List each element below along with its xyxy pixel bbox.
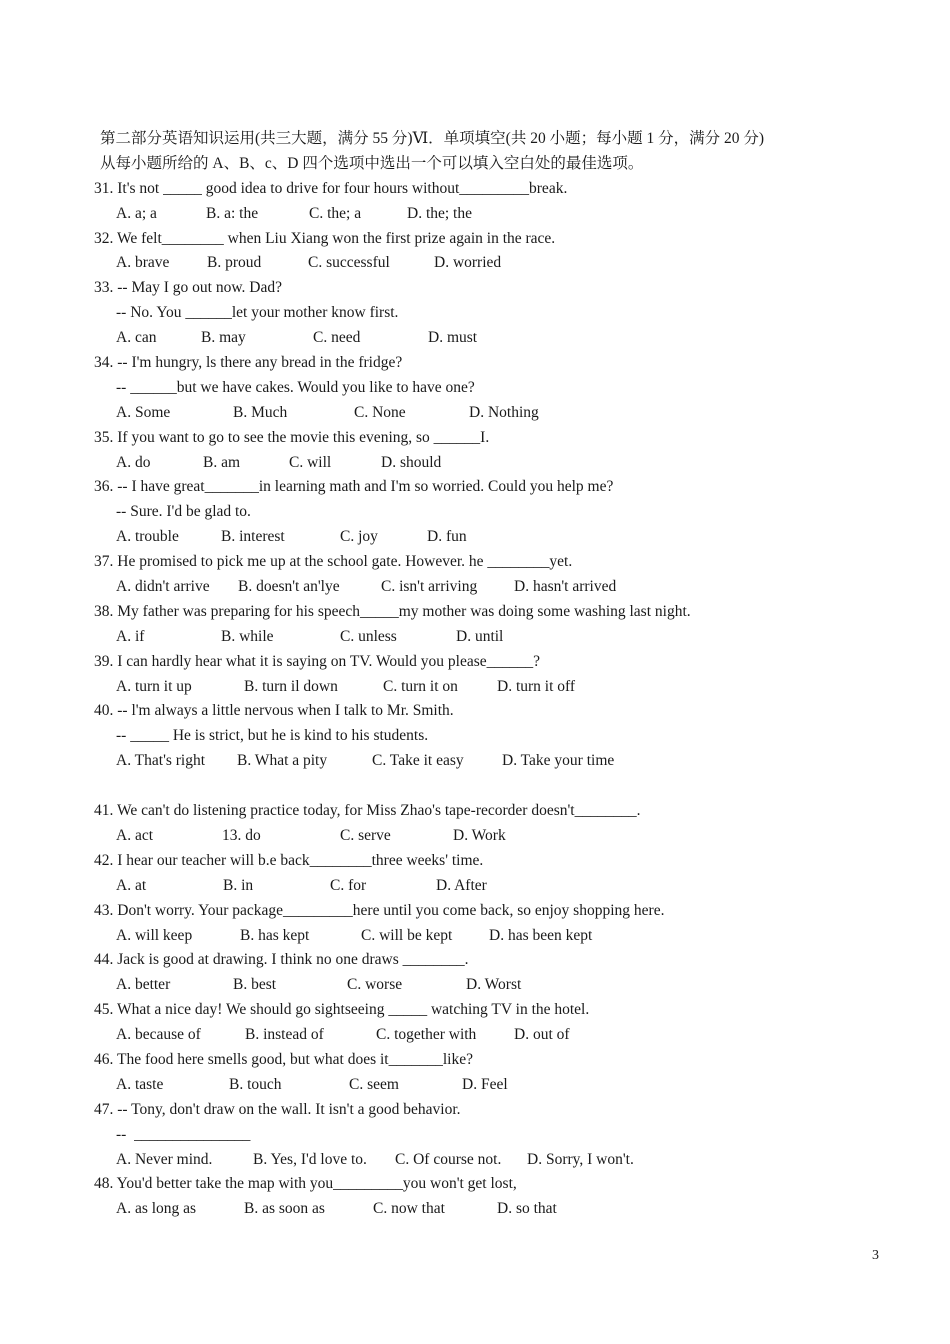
- answer-option[interactable]: B. instead of: [245, 1026, 324, 1044]
- answer-option[interactable]: A. do: [116, 453, 151, 471]
- question-item: [94, 650, 874, 700]
- answer-option[interactable]: C. Take it easy: [372, 752, 464, 770]
- answer-option[interactable]: D. Take your time: [502, 752, 615, 770]
- answer-option[interactable]: A. a; a: [116, 204, 157, 222]
- answer-option[interactable]: A. Some: [116, 403, 171, 421]
- answer-option[interactable]: A. if: [116, 627, 145, 645]
- answer-option[interactable]: C. successful: [308, 254, 390, 272]
- answer-option[interactable]: D. worried: [434, 254, 502, 272]
- section-gap: [94, 774, 874, 799]
- question-stem: 38. My father was preparing for his speech_____my mother was doing some washing last night.: [94, 602, 691, 620]
- section-heading: 第二部分英语知识运用(共三大题，满分 55 分)Ⅵ．单项填空(共 20 小题；每小题 1 分，满分 20 分): [100, 130, 764, 147]
- answer-option[interactable]: A. will keep: [116, 926, 193, 944]
- answer-options: [94, 625, 874, 650]
- answer-option[interactable]: A. can: [116, 329, 157, 347]
- answer-options: [94, 824, 874, 849]
- answer-option[interactable]: A. taste: [116, 1075, 164, 1093]
- answer-option[interactable]: D. should: [381, 453, 442, 471]
- answer-option[interactable]: D. has been kept: [489, 926, 593, 944]
- question-stem: 40. -- l'm always a little nervous when I talk to Mr. Smith.: [94, 702, 454, 720]
- answer-option[interactable]: C. unless: [340, 627, 397, 645]
- answer-option[interactable]: B. turn il down: [244, 677, 338, 695]
- question-item: [94, 276, 874, 351]
- answer-option[interactable]: D. hasn't arrived: [514, 578, 617, 596]
- answer-option[interactable]: D. Worst: [466, 976, 522, 994]
- question-stem: 43. Don't worry. Your package_________here until you come back, so enjoy shopping here.: [94, 901, 665, 919]
- answer-option[interactable]: B. Much: [233, 403, 288, 421]
- answer-option[interactable]: C. the; a: [309, 204, 362, 222]
- question-item: [94, 177, 874, 227]
- answer-option[interactable]: B. touch: [229, 1075, 282, 1093]
- answer-option[interactable]: C. will: [289, 453, 332, 471]
- question-stem: 44. Jack is good at drawing. I think no one draws ________.: [94, 951, 469, 969]
- question-stem: 39. I can hardly hear what it is saying on TV. Would you please______?: [94, 652, 541, 670]
- answer-option[interactable]: C. now that: [373, 1200, 445, 1218]
- answer-option[interactable]: B. interest: [221, 528, 285, 546]
- answer-options: [94, 451, 874, 476]
- answer-options: [94, 675, 874, 700]
- question-stem: 31. It's not _____ good idea to drive for four hours without_________break.: [94, 179, 568, 197]
- question-item: [94, 699, 874, 774]
- answer-option[interactable]: D. After: [436, 876, 487, 894]
- answer-options: [94, 924, 874, 949]
- page-number: 3: [872, 1248, 879, 1263]
- section-instructions: 从每小题所给的 A、B、c、D 四个选项中选出一个可以填入空白处的最佳选项。: [100, 154, 644, 172]
- question-item: [94, 426, 874, 476]
- answer-option[interactable]: D. the; the: [407, 204, 472, 222]
- dialogue-line: -- ______but we have cakes. Would you like to have one?: [116, 378, 475, 396]
- answer-options: [94, 1197, 874, 1222]
- answer-option[interactable]: A. at: [116, 876, 147, 894]
- answer-option[interactable]: C. worse: [347, 976, 403, 994]
- answer-option[interactable]: A. brave: [116, 254, 170, 272]
- answer-options: [94, 202, 874, 227]
- question-stem: 32. We felt________ when Liu Xiang won the first prize again in the race.: [94, 229, 556, 247]
- answer-option[interactable]: A. as long as: [116, 1200, 197, 1218]
- dialogue-line: -- _____ He is strict, but he is kind to his students.: [116, 727, 429, 745]
- answer-option[interactable]: C. seem: [349, 1075, 399, 1093]
- answer-option[interactable]: D. fun: [427, 528, 467, 546]
- answer-option[interactable]: C. serve: [340, 826, 391, 844]
- answer-option[interactable]: C. isn't arriving: [381, 578, 478, 596]
- answer-option[interactable]: A. trouble: [116, 528, 179, 546]
- question-list: [94, 177, 874, 1222]
- question-item: [94, 849, 874, 899]
- answer-option[interactable]: B. proud: [207, 254, 262, 272]
- answer-option[interactable]: B. Yes, I'd love to.: [253, 1150, 367, 1168]
- answer-option[interactable]: D. so that: [497, 1200, 557, 1218]
- dialogue-line: -- Sure. I'd be glad to.: [116, 503, 251, 521]
- answer-option[interactable]: D. Feel: [462, 1075, 508, 1093]
- answer-option[interactable]: A. didn't arrive: [116, 578, 210, 596]
- answer-option[interactable]: D. Work: [453, 826, 506, 844]
- answer-option[interactable]: B. doesn't an'lye: [238, 578, 340, 596]
- question-stem: 45. What a nice day! We should go sightseeing _____ watching TV in the hotel.: [94, 1001, 590, 1019]
- question-item: [94, 1098, 874, 1173]
- answer-options: [94, 575, 874, 600]
- answer-options: [94, 251, 874, 276]
- answer-option[interactable]: D. out of: [514, 1026, 570, 1044]
- dialogue-line: -- _______________: [116, 1125, 251, 1143]
- answer-option[interactable]: C. Of course not.: [395, 1150, 502, 1168]
- question-stem: 33. -- May I go out now. Dad?: [94, 279, 282, 297]
- answer-option[interactable]: B. a: the: [206, 204, 259, 222]
- question-stem: 36. -- I have great_______in learning math and I'm so worried. Could you help me?: [94, 478, 614, 496]
- answer-option[interactable]: B. am: [203, 453, 241, 471]
- answer-options: [94, 326, 874, 351]
- answer-options: [94, 1073, 874, 1098]
- answer-options: [94, 401, 874, 426]
- answer-option[interactable]: B. while: [221, 627, 274, 645]
- answer-option[interactable]: C. None: [354, 403, 406, 421]
- question-item: [94, 998, 874, 1048]
- answer-option[interactable]: C. turn it on: [383, 677, 458, 695]
- answer-options: [94, 749, 874, 774]
- question-stem: 37. He promised to pick me up at the school gate. However. he ________yet.: [94, 553, 573, 571]
- answer-options: [94, 1148, 874, 1173]
- question-item: [94, 799, 874, 849]
- answer-option[interactable]: D. Sorry, I won't.: [527, 1150, 634, 1168]
- answer-option[interactable]: B. best: [233, 976, 277, 994]
- answer-options: [94, 874, 874, 899]
- question-item: [94, 600, 874, 650]
- answer-option[interactable]: C. for: [330, 876, 367, 894]
- question-item: [94, 1048, 874, 1098]
- question-item: [94, 227, 874, 277]
- answer-option[interactable]: C. joy: [340, 528, 378, 546]
- question-stem: 46. The food here smells good, but what does it_______like?: [94, 1050, 473, 1068]
- answer-option[interactable]: 13. do: [222, 826, 261, 844]
- answer-option[interactable]: C. together with: [376, 1026, 477, 1044]
- answer-option[interactable]: A. better: [116, 976, 171, 994]
- answer-option[interactable]: D. must: [428, 329, 478, 347]
- answer-options: [94, 1023, 874, 1048]
- answer-option[interactable]: D. until: [456, 627, 504, 645]
- answer-options: [94, 525, 874, 550]
- answer-option[interactable]: B. has kept: [240, 926, 310, 944]
- question-stem: 41. We can't do listening practice today, for Miss Zhao's tape-recorder doesn't________.: [94, 802, 641, 820]
- answer-option[interactable]: A. Never mind.: [116, 1150, 213, 1168]
- question-stem: 34. -- I'm hungry, ls there any bread in the fridge?: [94, 354, 403, 372]
- answer-option[interactable]: A. That's right: [116, 752, 206, 770]
- question-item: [94, 550, 874, 600]
- question-item: [94, 899, 874, 949]
- answer-option[interactable]: C. will be kept: [361, 926, 453, 944]
- question-item: [94, 475, 874, 550]
- question-stem: 48. You'd better take the map with you_________you won't get lost,: [94, 1175, 517, 1193]
- answer-option[interactable]: D. Nothing: [469, 403, 539, 421]
- question-item: [94, 1172, 874, 1222]
- dialogue-line: -- No. You ______let your mother know first.: [116, 304, 399, 322]
- answer-options: [94, 973, 874, 998]
- answer-option[interactable]: D. turn it off: [497, 677, 576, 695]
- answer-option[interactable]: B. may: [201, 329, 246, 347]
- answer-option[interactable]: B. What a pity: [237, 752, 328, 770]
- answer-option[interactable]: B. in: [223, 876, 254, 894]
- question-item: [94, 948, 874, 998]
- question-stem: 35. If you want to go to see the movie this evening, so ______I.: [94, 428, 490, 446]
- question-item: [94, 351, 874, 426]
- question-stem: 42. I hear our teacher will b.e back________three weeks' time.: [94, 851, 484, 869]
- answer-option[interactable]: B. as soon as: [244, 1200, 325, 1218]
- question-stem: 47. -- Tony, don't draw on the wall. It isn't a good behavior.: [94, 1100, 461, 1118]
- exam-content: [94, 127, 874, 1222]
- answer-option[interactable]: A. turn it up: [116, 677, 192, 695]
- answer-option[interactable]: A. because of: [116, 1026, 201, 1044]
- answer-option[interactable]: C. need: [313, 329, 361, 347]
- answer-option[interactable]: A. act: [116, 826, 154, 844]
